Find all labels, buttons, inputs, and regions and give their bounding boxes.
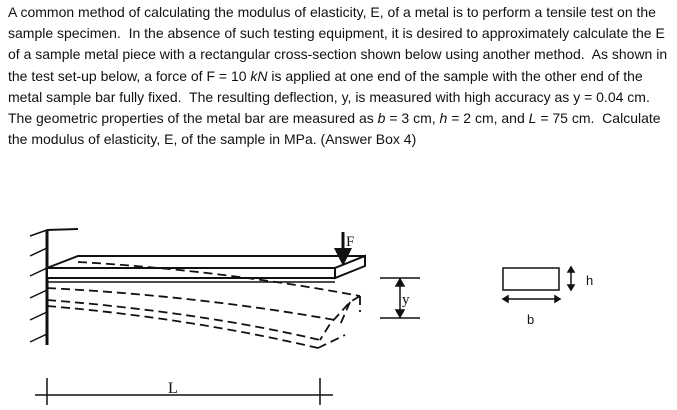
force-label: F (346, 234, 355, 250)
length-label: L (168, 380, 178, 397)
problem-text-part-2: is applied at one end of the sample with the other end of the metal sample bar fully fixed. The resulting deflection, y, is measured with high accuracy as y = 0.04 cm. The geometric properties of the metal bar are measured as (8, 67, 658, 127)
width-symbol: b (377, 110, 386, 127)
height-symbol: h (439, 110, 448, 127)
problem-text-part-4: = 2 cm, and (447, 110, 529, 127)
length-dimension (35, 378, 333, 405)
height-label: h (586, 273, 594, 288)
problem-text-part-1: A common method of calculating the modulus of elasticity, E, of a metal is to perform a tensile test on the sample specimen. In the absence of such testing equipment, it is desired to approximately calculate the E of a sample metal piece with a rectangular cross-section shown below using another method. As shown in the test set-up below, a force of F = 10 (8, 4, 672, 84)
cross-section (503, 267, 574, 302)
metal-bar (47, 256, 365, 282)
width-label: b (527, 312, 535, 327)
fixed-wall-support (30, 229, 78, 345)
problem-text-part-5: = 75 cm. Calculate the modulus of elasticity, E, of the sample in MPa. (Answer Box 4) (8, 110, 665, 148)
length-symbol: L (528, 110, 537, 127)
force-unit: kN (250, 67, 268, 84)
deflection-label: y (402, 292, 410, 308)
deflection-dimension (380, 278, 420, 318)
problem-text-part-3: = 3 cm, (385, 110, 440, 127)
